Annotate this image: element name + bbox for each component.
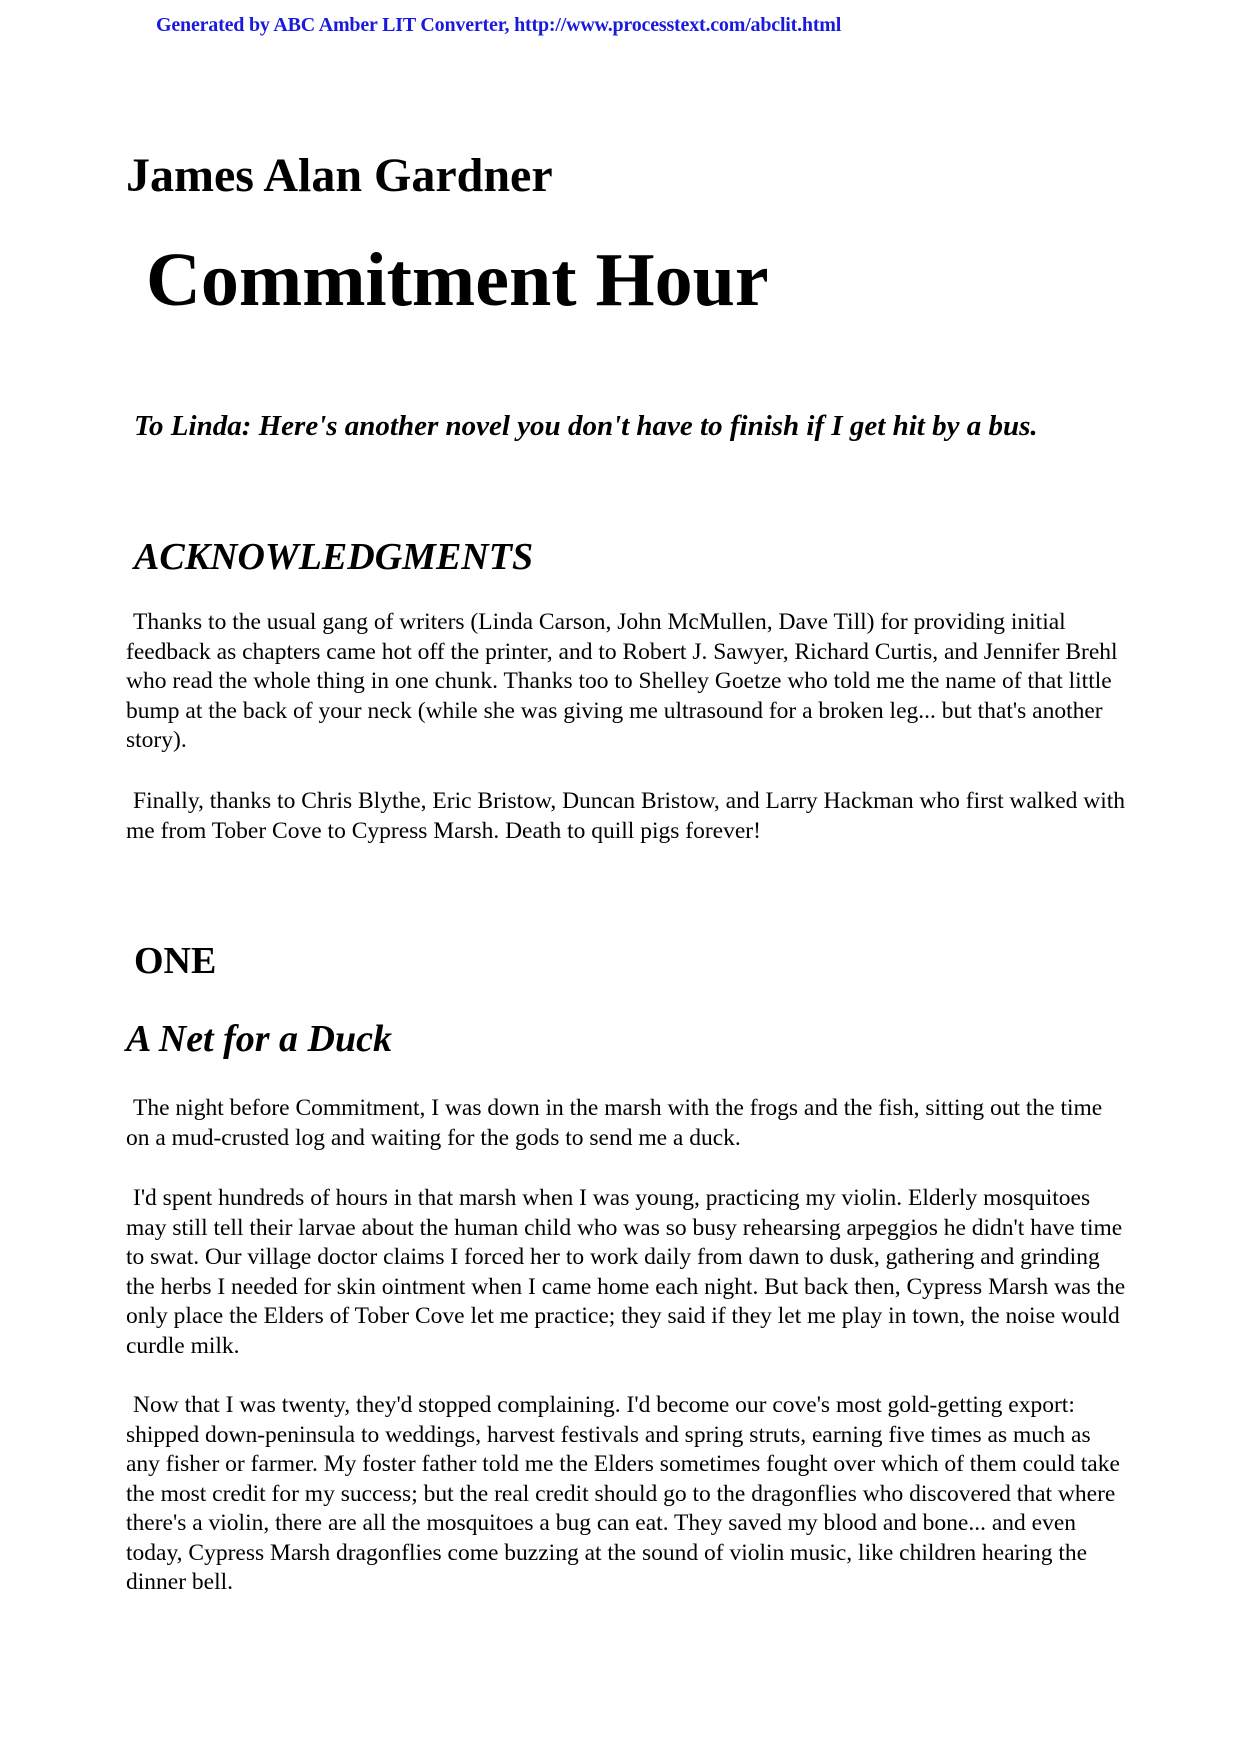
book-title: Commitment Hour [146, 238, 769, 322]
book-author: James Alan Gardner [126, 149, 553, 202]
chapter-paragraph: Now that I was twenty, they'd stopped complaining. I'd become our cove's most gold-getting export: shipped down-peninsula to weddings, harvest festivals and spring struts, earning five times as much as any fisher or farmer. My foster father told me the Elders sometimes fought over which of them could take the most credit for my success; but the real credit should go to the dragonflies who discovered that where there's a violin, there are all the mosquitoes a bug can eat. They saved my blood and bone... and even today, Cypress Marsh dragonflies come buzzing at the sound of violin music, like children hearing the dinner bell. [126, 1392, 1120, 1595]
chapter-paragraph: The night before Commitment, I was down in the marsh with the frogs and the fish, sitting out the time on a mud-crusted log and waiting for the gods to send me a duck. [126, 1095, 1103, 1151]
acknowledgments-heading: ACKNOWLEDGMENTS [134, 536, 534, 578]
chapter-title: A Net for a Duck [126, 1018, 392, 1060]
chapter-number: ONE [134, 940, 217, 982]
acknowledgments-paragraph: Finally, thanks to Chris Blythe, Eric Bristow, Duncan Bristow, and Larry Hackman who first walked with me from Tober Cove to Cypress Marsh. Death to quill pigs forever! [126, 788, 1126, 844]
dedication: To Linda: Here's another novel you don't have to finish if I get hit by a bus. [134, 410, 1038, 442]
chapter-paragraph: I'd spent hundreds of hours in that marsh when I was young, practicing my violin. Elderly mosquitoes may still tell their larvae about the human child who was so busy rehearsing arpeggios he didn't have time to swat. Our village doctor claims I forced her to work daily from dawn to dusk, gathering and grinding the herbs I needed for skin ointment when I came home each night. But back then, Cypress Marsh was the only place the Elders of Tober Cove let me practice; they said if they let me play in town, the noise would curdle milk. [126, 1185, 1126, 1359]
acknowledgments-paragraph: Thanks to the usual gang of writers (Linda Carson, John McMullen, Dave Till) for providing initial feedback as chapters came hot off the printer, and to Robert J. Sawyer, Richard Curtis, and Jennifer Brehl who read the whole thing in one chunk. Thanks too to Shelley Goetze who told me the name of that little bump at the back of your neck (while she was giving me ultrasound for a broken leg... but that's another story). [126, 609, 1118, 753]
converter-banner: Generated by ABC Amber LIT Converter, http://www.processtext.com/abclit.html [156, 14, 842, 36]
